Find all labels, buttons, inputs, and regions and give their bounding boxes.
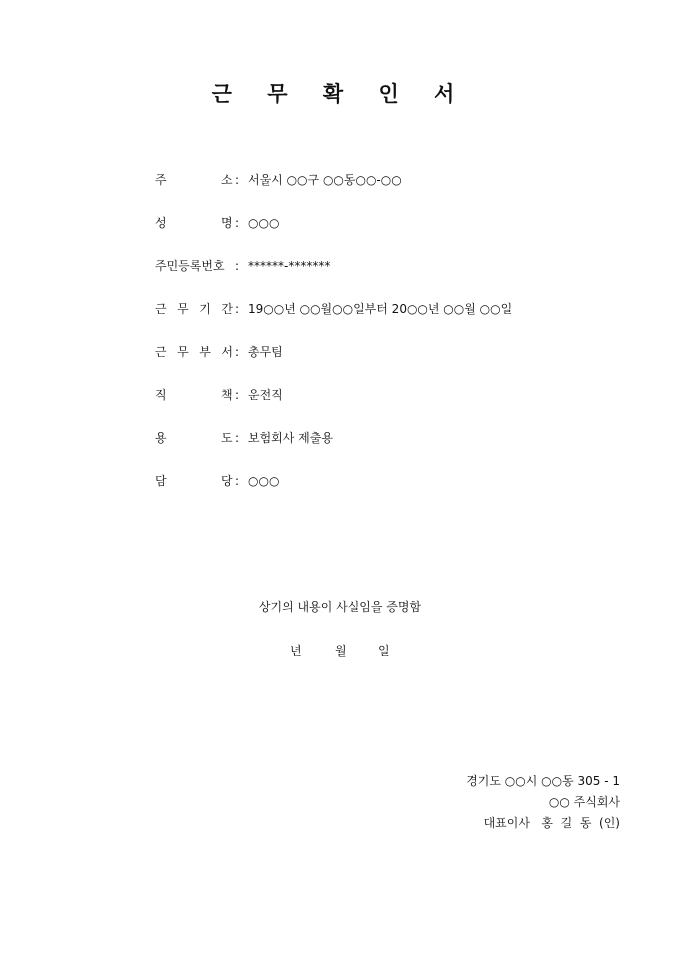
field-label: 근 무 기 간 [155, 302, 233, 316]
field-label: 근 무 부 서 [155, 345, 233, 359]
field-value: 운전직 [248, 388, 283, 402]
page-title: 근 무 확 인 서 [211, 81, 469, 106]
field-value: ○○○ [248, 216, 280, 230]
field-value: 총무팀 [248, 345, 283, 359]
field-value: 19○○년 ○○월○○일부터 20○○년 ○○월 ○○일 [248, 302, 513, 316]
issuer-representative: 대표이사 홍 길 동 (인) [483, 816, 620, 830]
date-day-unit: 일 [378, 644, 390, 658]
issuer-address: 경기도 ○○시 ○○동 305 - 1 [466, 774, 620, 788]
field-value: 서울시 ○○구 ○○동○○-○○ [248, 173, 402, 187]
field-value: 보험회사 제출용 [248, 431, 333, 445]
field-value: ○○○ [248, 474, 280, 488]
confirmation-statement: 상기의 내용이 사실임을 증명함 [258, 600, 422, 614]
issuer-company: ○○ 주식회사 [548, 795, 620, 809]
date-year-unit: 년 [290, 644, 302, 658]
date-month-unit: 월 [335, 644, 347, 658]
field-value: ******-******* [248, 259, 331, 273]
